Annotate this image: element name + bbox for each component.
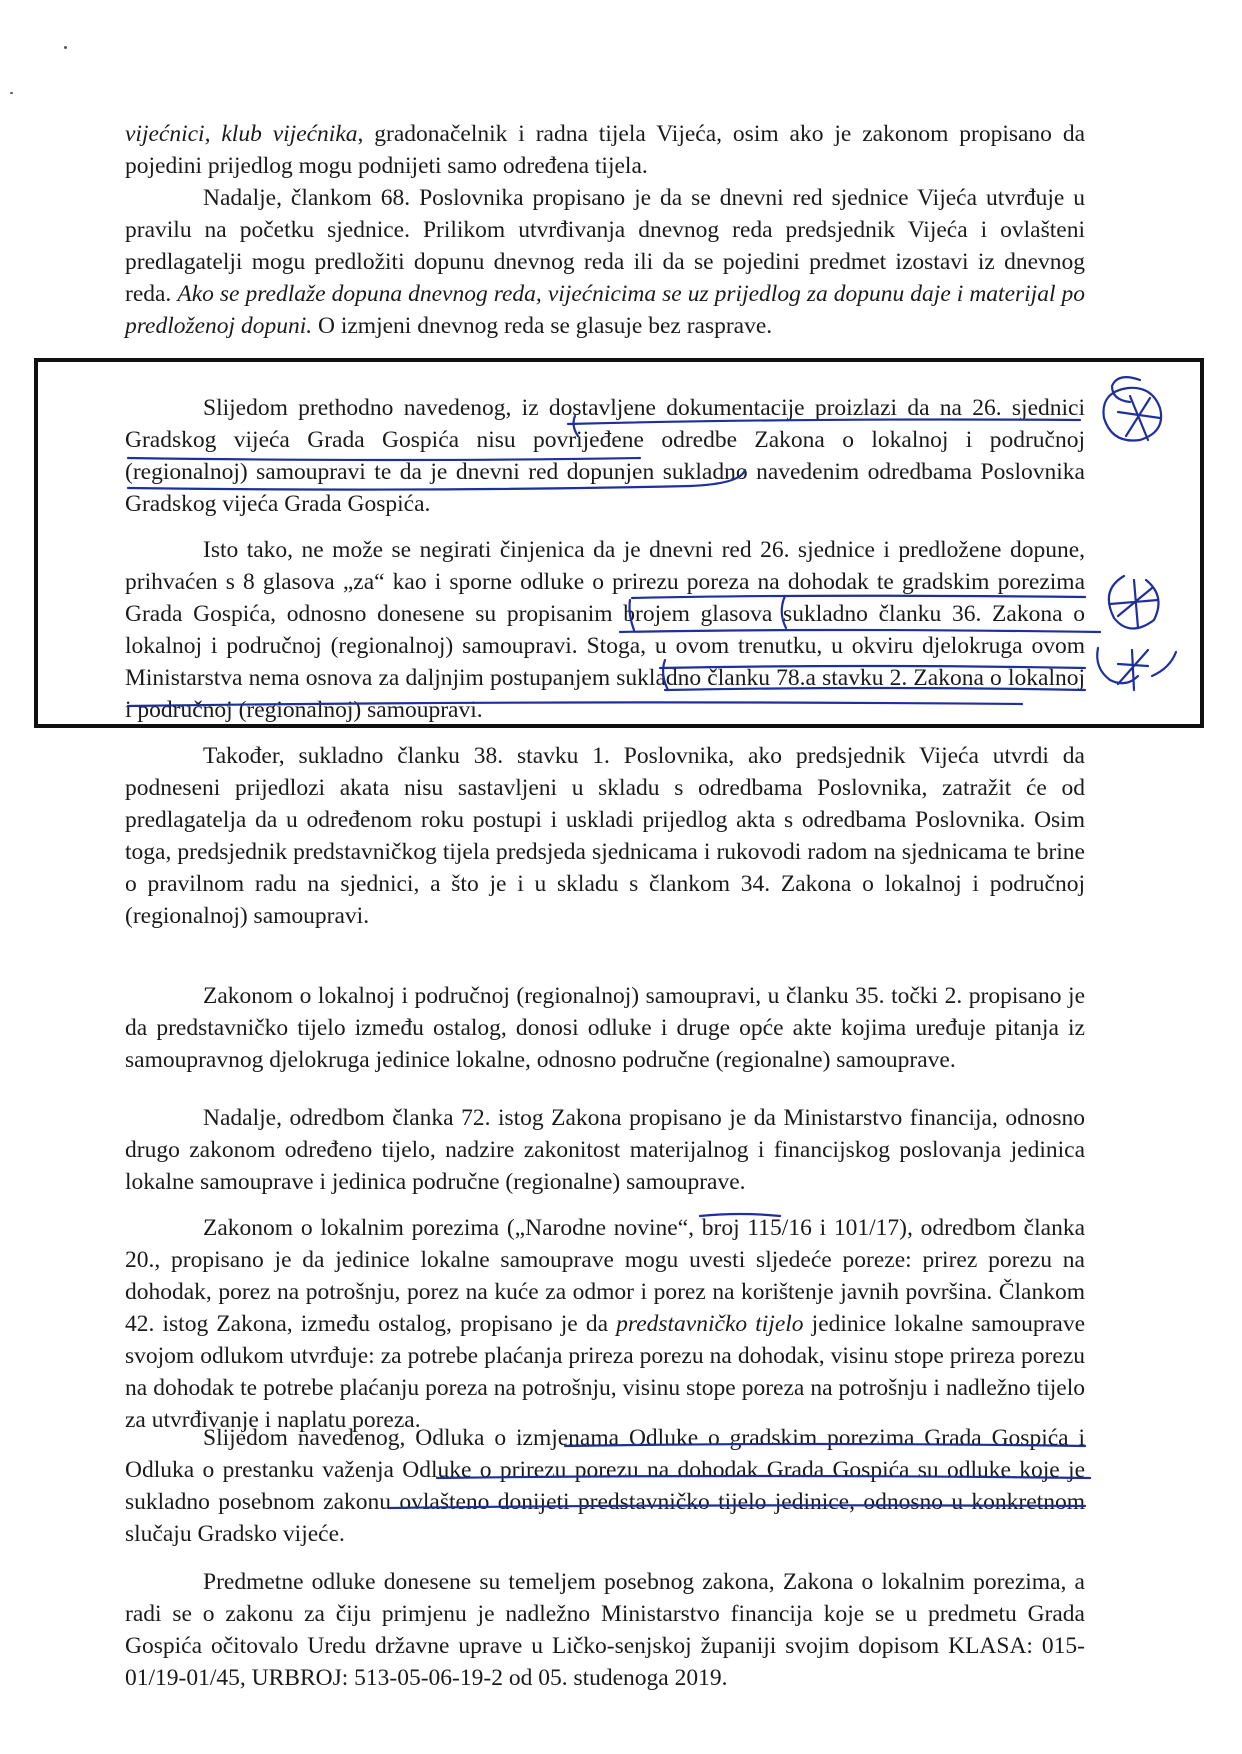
- text-segment: Predmetne odluke donesene su temeljem posebnog zakona, Zakona o lokalnim porezima, a radi se o zakonu za čiju primjenu je nadležno Ministarstvo financija koje se u predmetu Grada Gospića očitovalo Uredu državne uprave u Ličko-senjskoj županiji svojim dopisom KLASA: 015-01/19-01/45, URBROJ: 513-05-06-19-2 od 05. studenoga 2019.: [125, 1569, 1085, 1691]
- text-segment: Slijedom navedenog, Odluka o izmjenama Odluke o gradskim porezima Grada Gospića i Odluka o prestanku važenja Odluke o prirezu porezu na dohodak Grada Gospića su odluke koje je sukladno posebnom zakonu ovlašteno donijeti predstavničko tijelo jedinice, odnosno u konkretnom slučaju Gradsko vijeće.: [125, 1425, 1085, 1547]
- paragraph-text: [125, 534, 1085, 726]
- text-segment: Zakonom o lokalnoj i područnoj (regionalnoj) samoupravi, u članku 35. točki 2. propisano je da predstavničko tijelo između ostalog, donosi odluke i druge opće akte kojima uređuje pitanja iz samoupravnog djelokruga jedinice lokalne, odnosno područne (regionalne) samouprave.: [125, 983, 1085, 1073]
- text-segment: Isto tako, ne može se negirati činjenica da je dnevni red 26. sjednice i predložene dopune, prihvaćen s 8 glasova „za“ kao i sporne odluke o prirezu poreza na dohodak te gradskim porezima Grada Gospića, odnosno donesene su propisanim brojem glasova sukladno članku 36. Zakona o lokalnoj i područnoj (regionalnoj) samoupravi. Stoga, u ovom trenutku, u okviru djelokruga ovom Ministarstva nema osnova za daljnjim postupanjem sukladno članku 78.a stavku 2. Zakona o lokalnoj i područnoj (regionalnoj) samoupravi.: [125, 537, 1085, 723]
- scan-speck: [10, 92, 13, 94]
- paragraph-5: [125, 740, 1085, 932]
- paragraph-9: [125, 1422, 1085, 1550]
- paragraph-text: [125, 980, 1085, 1076]
- text-segment: jedinice lokalne samouprave svojom odlukom utvrđuje: za potrebe plaćanja prireza porezu na dohodak, visinu stope prireza porezu na dohodak te potrebe plaćanju poreza na potrošnju, visinu stope poreza na potrošnju i nadležno tijelo za utvrđivanje i naplatu poreza.: [125, 1311, 1086, 1433]
- paragraph-text: [125, 1212, 1085, 1436]
- paragraph-6: [125, 980, 1085, 1076]
- paragraph-text: [125, 118, 1085, 182]
- paragraph-3: [125, 392, 1085, 520]
- paragraph-7: [125, 1102, 1085, 1198]
- text-segment: Nadalje, člankom 68. Poslovnika propisano je da se dnevni red sjednice Vijeća utvrđuje u pravilu na početku sjednice. Prilikom utvrđivanja dnevnog reda predsjednik Vijeća i ovlašteni predlagatelji mogu predložiti dopunu dnevnog reda ili da se pojedini predmet izostavi iz dnevnog reda.: [125, 185, 1085, 307]
- paragraph-2: [125, 182, 1085, 342]
- paragraph-8: [125, 1212, 1085, 1436]
- paragraph-text: [125, 1422, 1085, 1550]
- italic-text-segment: Ako se predlaže dopuna dnevnog reda, vijećnicima se uz prijedlog za dopunu daje i materijal po predloženoj dopuni.: [125, 281, 1085, 339]
- text-segment: , gradonačelnik i radna tijela Vijeća, osim ako je zakonom propisano da pojedini prijedlog mogu podnijeti samo određena tijela.: [125, 121, 1085, 179]
- italic-text-segment: vijećnici, klub vijećnika: [125, 121, 358, 147]
- paragraph-1: [125, 118, 1085, 182]
- paragraph-text: [125, 182, 1085, 342]
- scan-speck: [64, 46, 67, 49]
- paragraph-4: [125, 534, 1085, 726]
- paragraph-10: [125, 1566, 1085, 1694]
- text-segment: Slijedom prethodno navedenog, iz dostavljene dokumentacije proizlazi da na 26. sjednici Gradskog vijeća Grada Gospića nisu povrijeđene odredbe Zakona o lokalnoj i područnoj (regionalnoj) samoupravi te da je dnevni red dopunjen sukladno navedenim odredbama Poslovnika Gradskog vijeća Grada Gospića.: [125, 395, 1085, 517]
- text-segment: Zakonom o lokalnim porezima („Narodne novine“, broj 115/16 i 101/17), odredbom članka 20., propisano je da jedinice lokalne samouprave mogu uvesti sljedeće poreze: prirez porezu na dohodak, porez na potrošnju, porez na kuće za odmor i porez na korištenje javnih površina. Člankom 42. istog Zakona, između ostalog, propisano je da: [125, 1215, 1085, 1337]
- paragraph-text: [125, 1566, 1085, 1694]
- text-segment: O izmjeni dnevnog reda se glasuje bez rasprave.: [312, 313, 773, 339]
- paragraph-text: [125, 392, 1085, 520]
- paragraph-text: [125, 740, 1085, 932]
- text-segment: Nadalje, odredbom članka 72. istog Zakona propisano je da Ministarstvo financija, odnosno drugo zakonom određeno tijelo, nadzire zakonitost materijalnog i financijskog poslovanja jedinica lokalne samouprave i jedinica područne (regionalne) samouprave.: [125, 1105, 1085, 1195]
- italic-text-segment: predstavničko tijelo: [616, 1311, 804, 1337]
- text-segment: Također, sukladno članku 38. stavku 1. Poslovnika, ako predsjednik Vijeća utvrdi da podneseni prijedlozi akata nisu sastavljeni u skladu s odredbama Poslovnika, zatražit će od predlagatelja da u određenom roku postupi i uskladi prijedlog akta s odredbama Poslovnika. Osim toga, predsjednik predstavničkog tijela predsjeda sjednicama i rukovodi radom na sjednicama te brine o pravilnom radu na sjednici, a što je i u skladu s člankom 34. Zakona o lokalnoj i područnoj (regionalnoj) samoupravi.: [125, 743, 1085, 929]
- paragraph-text: [125, 1102, 1085, 1198]
